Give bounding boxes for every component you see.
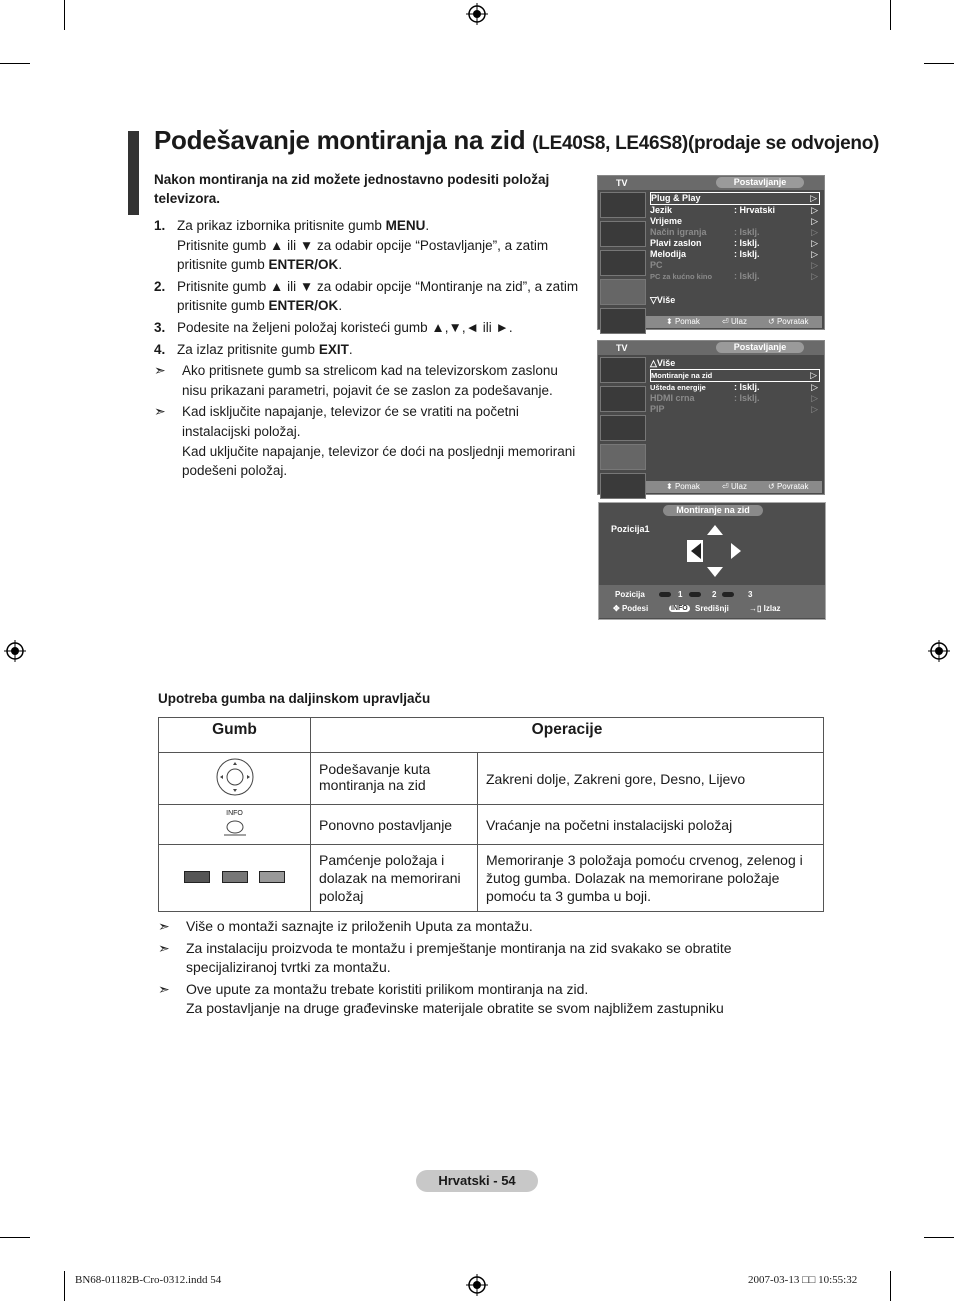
intro-text: Nakon montiranja na zid možete jednostavno podesiti položaj televizora.: [154, 172, 550, 206]
note: [158, 980, 798, 1019]
step-line: Za prikaz izbornika pritisnite gumb MENU.: [177, 218, 430, 233]
menu-item[interactable]: [650, 369, 820, 382]
crop-mark: [924, 63, 954, 64]
crop-mark: [64, 0, 65, 30]
note: [154, 402, 584, 480]
button-cell: [159, 753, 311, 805]
screen-menu-title: Postavljanje: [716, 342, 804, 353]
center-hint: Središnji: [695, 604, 729, 613]
menu-item-label: Način igranja: [650, 227, 707, 237]
step-line: Za izlaz pritisnite gumb EXIT.: [177, 341, 353, 357]
crop-mark: [0, 63, 30, 64]
adjust-hint: ✥ Podesi: [613, 604, 649, 613]
table-heading: Upotreba gumba na daljinskom upravljaču: [158, 691, 431, 706]
note-arrow-icon: ➣: [158, 939, 170, 956]
step-number: 3.: [154, 319, 166, 335]
menu-item-value: : Isklj.: [734, 271, 760, 281]
step: [154, 318, 584, 338]
table-row: [159, 805, 824, 845]
note-arrow-icon: ➣: [154, 403, 166, 420]
bottom-notes: [158, 917, 798, 1021]
position-1[interactable]: 1: [678, 590, 683, 599]
screen-header: [598, 341, 824, 355]
position-3[interactable]: 3: [748, 590, 753, 599]
note-line: Za postavljanje na druge građevinske materijale obratite se svom najbližem zastupniku: [186, 1000, 724, 1017]
menu-list: [650, 192, 820, 282]
table-row: [159, 845, 824, 912]
print-footer-file: BN68-01182B-Cro-0312.indd 54: [75, 1274, 222, 1286]
color-dot-yellow: [722, 592, 734, 597]
crop-mark: [890, 1271, 891, 1301]
menu-item-label: Vrijeme: [650, 216, 683, 226]
menu-category-icons: [600, 357, 646, 502]
screen-header: [598, 176, 824, 190]
arrow-down-icon: [707, 567, 723, 577]
footer-enter: ⏎ Ulaz: [722, 482, 747, 491]
menu-item-label: Melodija: [650, 249, 687, 259]
footer-back: ↺ Povratak: [768, 482, 809, 491]
submenu-arrow-icon: ▷: [811, 271, 818, 281]
menu-item[interactable]: [650, 271, 820, 282]
menu-item[interactable]: [650, 216, 820, 227]
menu-item-value: : Isklj.: [734, 382, 760, 392]
sound-icon[interactable]: [600, 221, 646, 247]
menu-item-value: : Isklj.: [734, 249, 760, 259]
submenu-arrow-icon: ▷: [811, 382, 818, 392]
screen-footer: [646, 316, 822, 328]
operation-name: Pamćenje položaja i dolazak na memorirani položaj: [311, 845, 478, 912]
note: [158, 939, 798, 978]
menu-item[interactable]: [650, 393, 820, 404]
menu-item[interactable]: [650, 238, 820, 249]
menu-item-label: Plug & Play: [651, 193, 701, 203]
crop-mark: [0, 1237, 30, 1238]
color-dot-red: [659, 592, 671, 597]
info-button-label: INFO: [226, 810, 243, 817]
note-line: Više o montaži saznajte iz priloženih Uputa za montažu.: [186, 918, 533, 934]
registration-mark-icon: [466, 3, 488, 25]
step-number: 2.: [154, 278, 166, 294]
menu-item[interactable]: [650, 260, 820, 271]
arrow-up-icon: [707, 525, 723, 535]
exit-hint: →▯ Izlaz: [749, 604, 781, 613]
table-header-row: [159, 718, 824, 753]
remote-buttons-table: [158, 717, 824, 912]
submenu-arrow-icon: ▷: [811, 404, 818, 414]
wall-mount-title: Montiranje na zid: [663, 505, 763, 516]
page-title-main: Podešavanje montiranja na zid: [154, 125, 526, 155]
step-line: Pritisnite gumb ▲ ili ▼ za odabir opcije “Postavljanje”, a zatim pritisnite gumb ENTER/OK.: [177, 237, 549, 273]
note-line: Kad isključite napajanje, televizor će se vratiti na početni instalacijski položaj.: [182, 404, 519, 439]
registration-mark-icon: [928, 640, 950, 662]
info-button-icon: [224, 818, 246, 836]
setup-icon[interactable]: [600, 444, 646, 470]
note-line: Za instalaciju proizvoda te montažu i premještanje montiranja na zid svakako se obratite specijaliziranoj tvrtki za montažu.: [186, 939, 732, 976]
yellow-button-icon: [259, 871, 285, 883]
title-accent-gap: [139, 131, 144, 215]
crop-mark: [924, 1237, 954, 1238]
submenu-arrow-icon: ▷: [810, 370, 817, 380]
step-number: 1.: [154, 218, 166, 233]
menu-item[interactable]: [650, 404, 820, 415]
submenu-arrow-icon: ▷: [811, 393, 818, 403]
position-row-label: Pozicija: [615, 590, 645, 599]
direction-arrows: [685, 523, 745, 579]
menu-item-label: Montiranje na zid: [651, 371, 713, 380]
step: [154, 340, 584, 360]
note-arrow-icon: ➣: [158, 980, 170, 997]
note: [158, 917, 798, 937]
crop-mark: [64, 1271, 65, 1301]
menu-item-value: : Isklj.: [734, 393, 760, 403]
menu-more[interactable]: ▽Više: [650, 295, 676, 305]
crop-mark: [890, 0, 891, 30]
submenu-arrow-icon: ▷: [810, 193, 817, 203]
arrow-right-icon: [731, 543, 741, 559]
footer-back: ↺ Povratak: [768, 317, 809, 326]
menu-item-value: : Isklj.: [734, 238, 760, 248]
menu-more[interactable]: △Više: [650, 358, 676, 368]
color-dot-green: [689, 592, 701, 597]
screen-source-label: TV: [616, 178, 628, 188]
operation-name: Podešavanje kuta montiranja na zid: [311, 753, 478, 805]
position-2[interactable]: 2: [712, 590, 717, 599]
green-button-icon: [222, 871, 248, 883]
submenu-arrow-icon: ▷: [811, 260, 818, 270]
menu-item[interactable]: [650, 205, 820, 216]
page-title: [154, 125, 879, 156]
menu-item-label: Jezik: [650, 205, 673, 215]
note-arrow-icon: ➣: [154, 362, 166, 379]
menu-item[interactable]: [650, 249, 820, 260]
wall-mount-footer: [599, 585, 825, 618]
menu-item[interactable]: [650, 192, 820, 205]
menu-item-label: Plavi zaslon: [650, 238, 702, 248]
footer-enter: ⏎ Ulaz: [722, 317, 747, 326]
screen-footer: [646, 481, 822, 493]
step-number: 4.: [154, 341, 166, 357]
submenu-arrow-icon: ▷: [811, 249, 818, 259]
picture-icon[interactable]: [600, 192, 646, 218]
picture-icon[interactable]: [600, 357, 646, 383]
page-title-models: (LE40S8, LE46S8)(prodaje se odvojeno): [532, 133, 880, 154]
submenu-arrow-icon: ▷: [811, 205, 818, 215]
note: [154, 361, 584, 400]
menu-item[interactable]: [650, 227, 820, 238]
note-arrow-icon: ➣: [158, 918, 170, 934]
steps-list: [154, 216, 584, 483]
red-button-icon: [184, 871, 210, 883]
menu-item-label: PC: [650, 260, 663, 270]
submenu-arrow-icon: ▷: [811, 238, 818, 248]
step: [154, 216, 584, 275]
step: [154, 277, 584, 316]
button-cell: [159, 805, 311, 845]
menu-item-label: Ušteda energije: [650, 383, 706, 392]
position-label: Pozicija1: [611, 524, 650, 534]
wall-mount-adjust-screen: [598, 502, 826, 620]
menu-item-label: PIP: [650, 404, 665, 414]
button-cell: [159, 845, 311, 912]
menu-item[interactable]: [650, 382, 820, 393]
input-icon[interactable]: [600, 308, 646, 334]
menu-item-label: HDMI crna: [650, 393, 695, 403]
direction-pad-icon: [215, 757, 255, 797]
step-line: Podesite na željeni položaj koristeći gumb ▲,▼,◄ ili ►.: [177, 319, 513, 335]
footer-move: ⬍ Pomak: [666, 482, 700, 491]
menu-category-icons: [600, 192, 646, 337]
col-header-button: Gumb: [159, 718, 311, 753]
note-line: Kad uključite napajanje, televizor će doći na posljednji memorirani podešeni položaj.: [182, 443, 576, 479]
sound-icon[interactable]: [600, 386, 646, 412]
submenu-arrow-icon: ▷: [811, 216, 818, 226]
registration-mark-icon: [466, 1274, 488, 1296]
operation-name: Ponovno postavljanje: [311, 805, 478, 845]
tv-menu-screen-setup-2: [597, 340, 825, 495]
step-line: Pritisnite gumb ▲ ili ▼ za odabir opcije “Montiranje na zid”, a zatim pritisnite gumb ENTER/OK.: [177, 278, 579, 314]
channel-icon[interactable]: [600, 250, 646, 276]
note-line: Ove upute za montažu trebate koristiti prilikom montiranja na zid.: [186, 980, 589, 997]
menu-item-value: : Isklj.: [734, 227, 760, 237]
page-number-badge: Hrvatski - 54: [416, 1170, 538, 1192]
footer-move: ⬍ Pomak: [666, 317, 700, 326]
menu-list: [650, 369, 820, 415]
operation-desc: Memoriranje 3 položaja pomoću crvenog, zelenog i žutog gumba. Dolazak na memorirane položaje pomoću ta 3 gumba u boji.: [478, 845, 824, 912]
submenu-arrow-icon: ▷: [811, 227, 818, 237]
col-header-operations: Operacije: [311, 718, 824, 753]
operation-desc: Zakreni dolje, Zakreni gore, Desno, Lijevo: [478, 753, 824, 805]
print-footer-date: 2007-03-13 □□ 10:55:32: [748, 1274, 858, 1286]
screen-source-label: TV: [616, 343, 628, 353]
setup-icon[interactable]: [600, 279, 646, 305]
menu-item-value: : Hrvatski: [734, 205, 776, 215]
screen-menu-title: Postavljanje: [716, 177, 804, 188]
operation-desc: Vraćanje na početni instalacijski položaj: [478, 805, 824, 845]
menu-item-label: PC za kućno kino: [650, 272, 713, 281]
note-line: Ako pritisnete gumb sa strelicom kad na televizorskom zaslonu nisu prikazani parametri, pojavit će se zaslon za podešavanje.: [182, 363, 558, 398]
channel-icon[interactable]: [600, 415, 646, 441]
registration-mark-icon: [4, 640, 26, 662]
tv-menu-screen-setup: [597, 175, 825, 330]
info-badge: INFO: [671, 605, 688, 612]
table-row: [159, 753, 824, 805]
input-icon[interactable]: [600, 473, 646, 499]
